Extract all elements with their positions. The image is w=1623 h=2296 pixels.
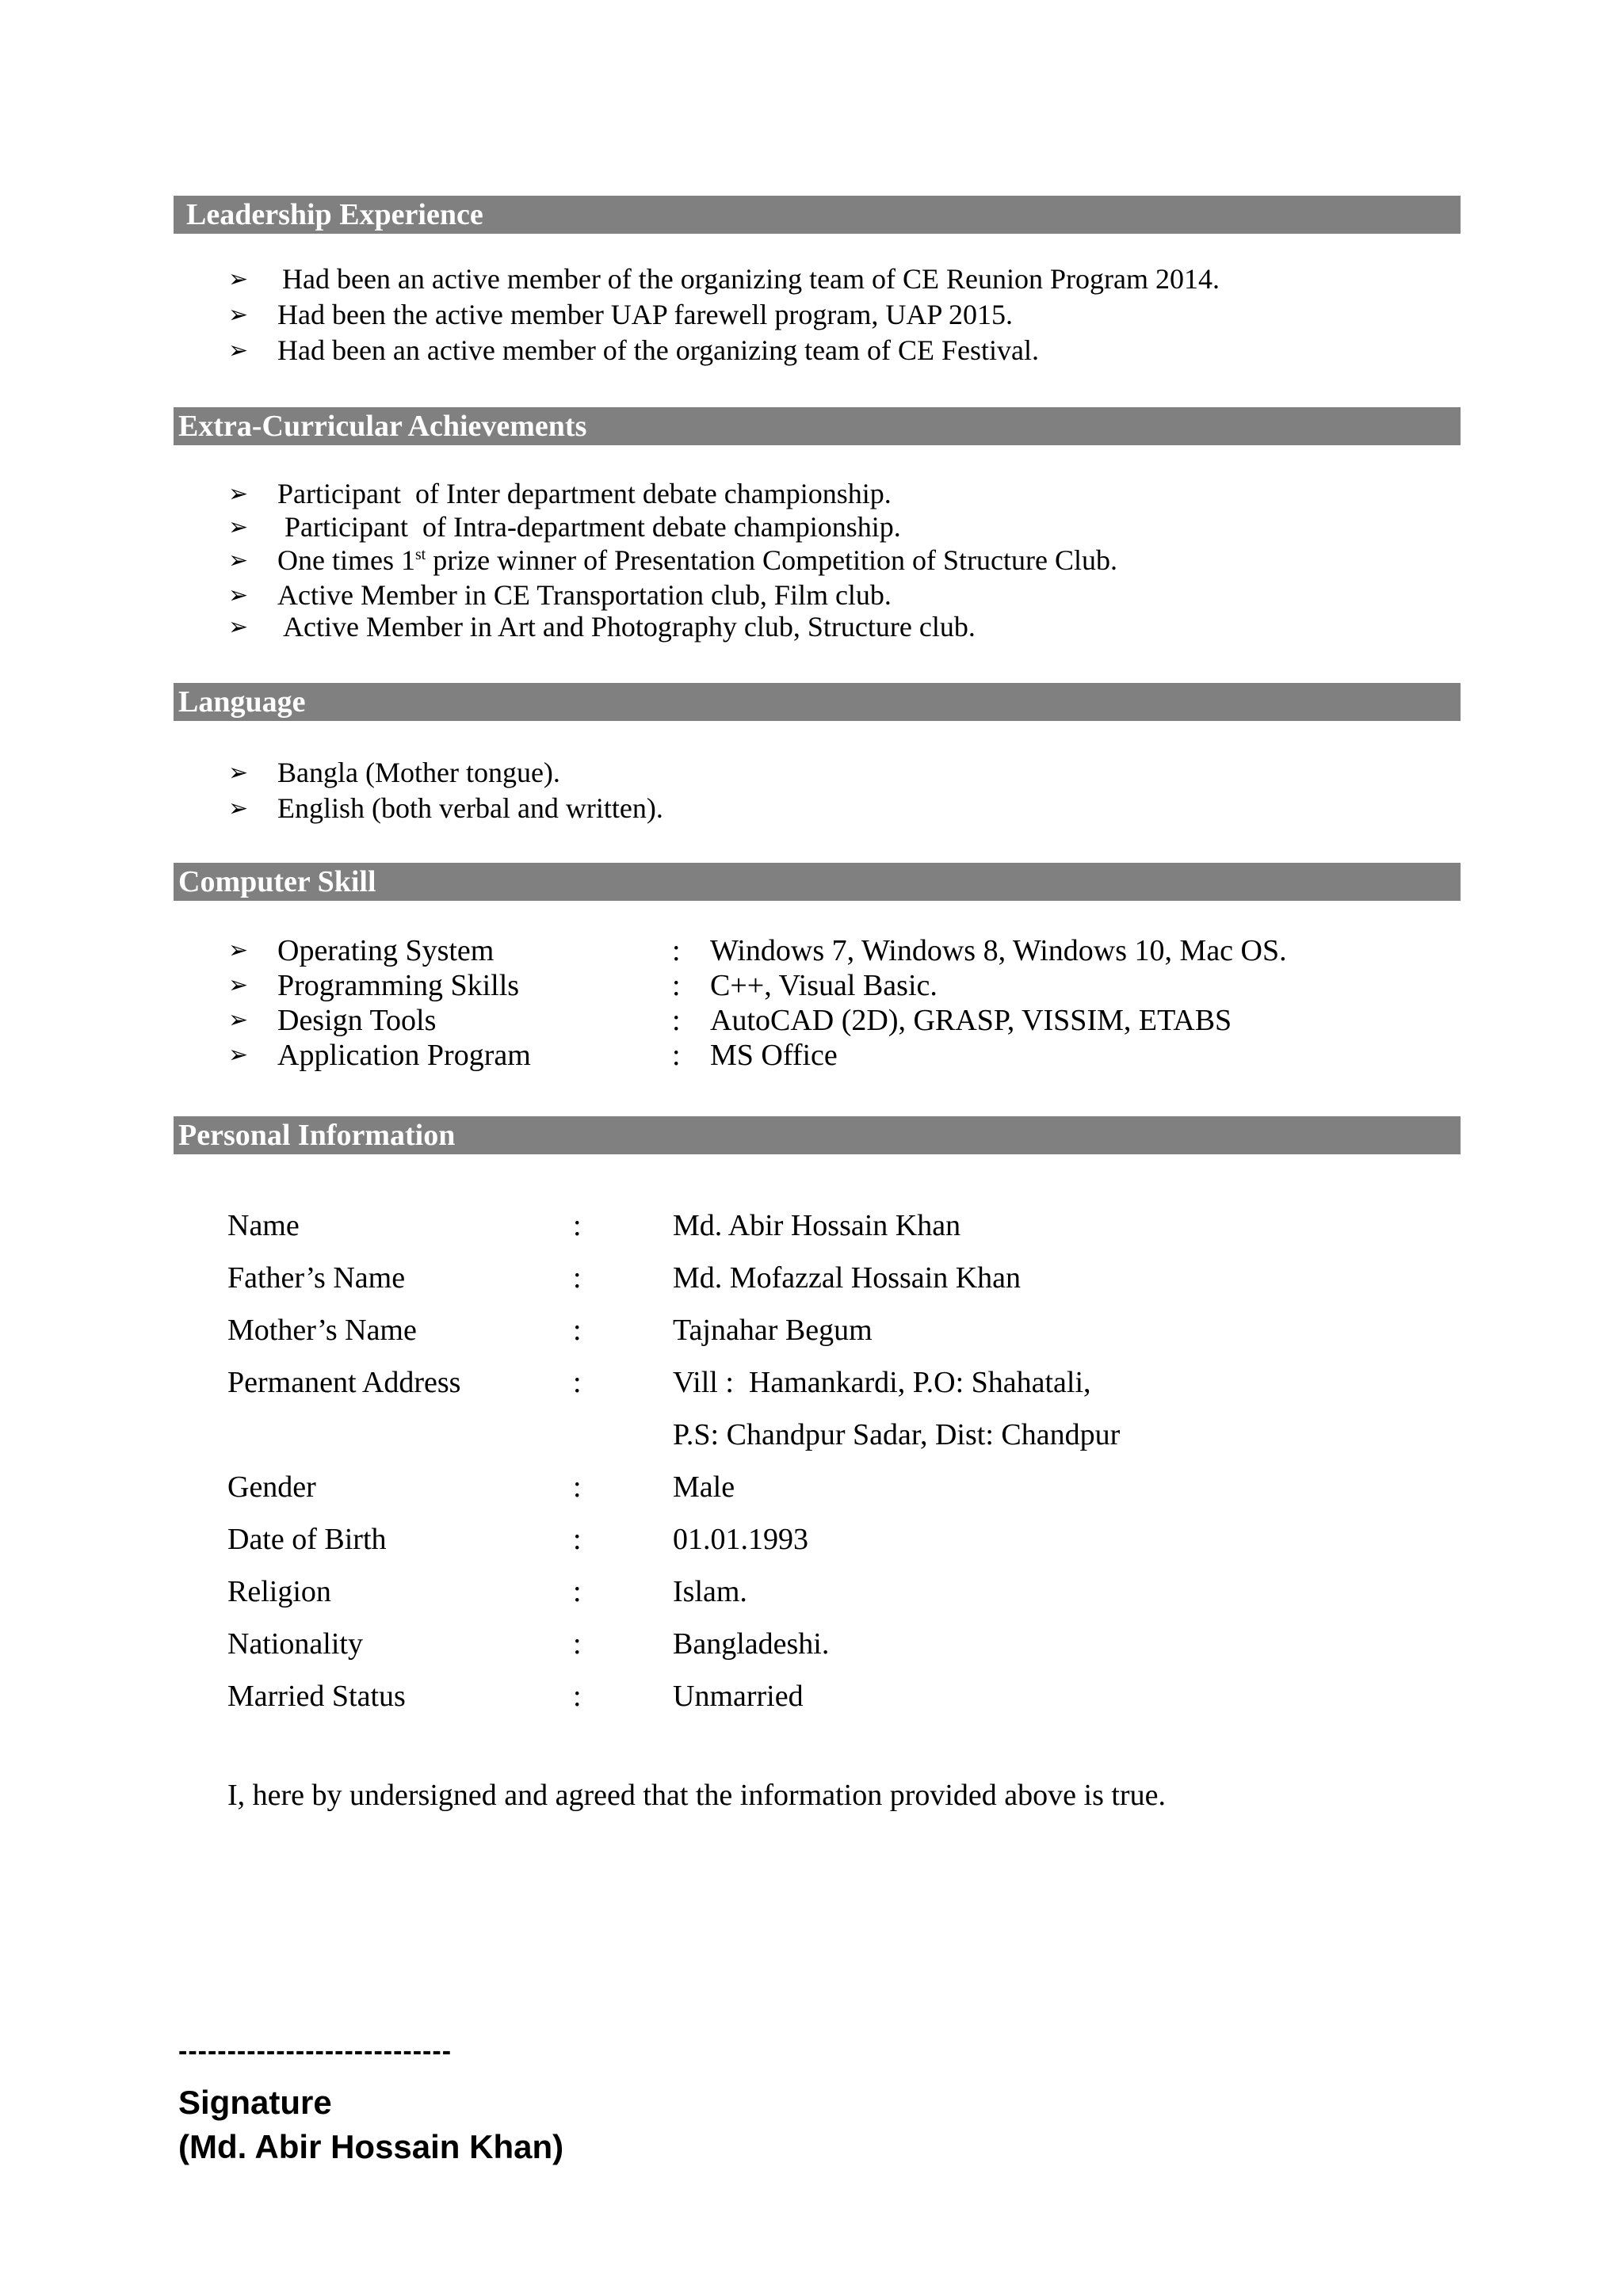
info-label: Religion (227, 1575, 331, 1608)
arrow-bullet-icon: ➢ (228, 265, 249, 293)
separator: : (573, 1314, 582, 1347)
separator: : (573, 1261, 582, 1295)
arrow-bullet-icon: ➢ (228, 1006, 249, 1034)
info-value: Tajnahar Begum (673, 1314, 873, 1347)
separator: : (672, 969, 681, 1002)
info-label: Father’s Name (227, 1261, 406, 1295)
separator: : (573, 1575, 582, 1608)
arrow-bullet-icon: ➢ (228, 582, 249, 609)
skill-value: Windows 7, Windows 8, Windows 10, Mac OS. (710, 934, 1287, 967)
extracurricular-list (228, 476, 1117, 643)
arrow-bullet-icon: ➢ (228, 613, 249, 641)
section-header-computer-skill: Computer Skill (174, 863, 1461, 901)
arrow-bullet-icon: ➢ (228, 795, 249, 822)
info-value: Male (673, 1470, 735, 1504)
info-value: 01.01.1993 (673, 1523, 808, 1556)
arrow-bullet-icon: ➢ (228, 480, 249, 508)
info-value: Md. Mofazzal Hossain Khan (673, 1261, 1022, 1295)
list-item: ➢ Participant of Inter department debate championship. (228, 476, 1117, 509)
skill-value: C++, Visual Basic. (710, 969, 938, 1002)
info-value: Unmarried (673, 1680, 804, 1713)
separator: : (672, 1004, 681, 1037)
info-value: Vill : Hamankardi, P.O: Shahatali, (673, 1366, 1091, 1399)
arrow-bullet-icon: ➢ (228, 337, 249, 364)
list-item: ➢ English (both verbal and written). (228, 791, 663, 826)
language-list (228, 755, 663, 826)
list-item: ➢ Active Member in Art and Photography club, Structure club. (228, 609, 1117, 643)
list-item: ➢ Had been an active member of the organizing team of CE Reunion Program 2014. (228, 261, 1220, 297)
list-item: ➢ Active Member in CE Transportation club, Film club. (228, 578, 1117, 609)
info-label: Gender (227, 1470, 316, 1504)
list-item: ➢ Participant of Intra-department debate championship. (228, 509, 1117, 543)
arrow-bullet-icon: ➢ (228, 936, 249, 964)
separator: : (672, 934, 681, 967)
separator: : (573, 1523, 582, 1556)
section-header-personal-info: Personal Information (174, 1116, 1461, 1154)
separator: : (573, 1627, 582, 1661)
section-header-leadership: Leadership Experience (174, 196, 1461, 234)
list-item: ➢ Bangla (Mother tongue). (228, 755, 663, 791)
separator: : (672, 1039, 681, 1072)
skill-label: Application Program (277, 1039, 531, 1072)
list-item: ➢ Had been the active member UAP farewell program, UAP 2015. (228, 297, 1220, 333)
info-label: Married Status (227, 1680, 406, 1713)
info-label: Name (227, 1209, 300, 1242)
arrow-bullet-icon: ➢ (228, 759, 249, 787)
arrow-bullet-icon: ➢ (228, 971, 249, 999)
info-value: Bangladeshi. (673, 1627, 830, 1661)
info-value: Md. Abir Hossain Khan (673, 1209, 961, 1242)
skill-label: Programming Skills (277, 969, 520, 1002)
info-label: Mother’s Name (227, 1314, 417, 1347)
separator: : (573, 1209, 582, 1242)
declaration-text: I, here by undersigned and agreed that the information provided above is true. (227, 1779, 1166, 1812)
separator: : (573, 1470, 582, 1504)
info-label: Nationality (227, 1627, 363, 1661)
arrow-bullet-icon: ➢ (228, 547, 249, 574)
section-header-language: Language (174, 683, 1461, 721)
list-item: ➢ Had been an active member of the organizing team of CE Festival. (228, 333, 1220, 368)
list-item: ➢ One times 1st prize winner of Presentation Competition of Structure Club. (228, 543, 1117, 578)
signature-name: (Md. Abir Hossain Khan) (178, 2128, 564, 2165)
separator: : (573, 1366, 582, 1399)
arrow-bullet-icon: ➢ (228, 513, 249, 541)
skill-label: Operating System (277, 934, 495, 967)
arrow-bullet-icon: ➢ (228, 1041, 249, 1069)
arrow-bullet-icon: ➢ (228, 301, 249, 329)
signature-label: Signature (178, 2084, 332, 2121)
separator: : (573, 1680, 582, 1713)
skill-value: AutoCAD (2D), GRASP, VISSIM, ETABS (710, 1004, 1232, 1037)
info-value: P.S: Chandpur Sadar, Dist: Chandpur (673, 1418, 1121, 1451)
info-label: Date of Birth (227, 1523, 387, 1556)
skill-label: Design Tools (277, 1004, 437, 1037)
leadership-list (228, 261, 1220, 368)
info-value: Islam. (673, 1575, 747, 1608)
info-label: Permanent Address (227, 1366, 461, 1399)
section-header-extracurricular: Extra-Curricular Achievements (174, 407, 1461, 445)
signature-line: ---------------------------- (178, 2036, 453, 2066)
skill-value: MS Office (710, 1039, 838, 1072)
